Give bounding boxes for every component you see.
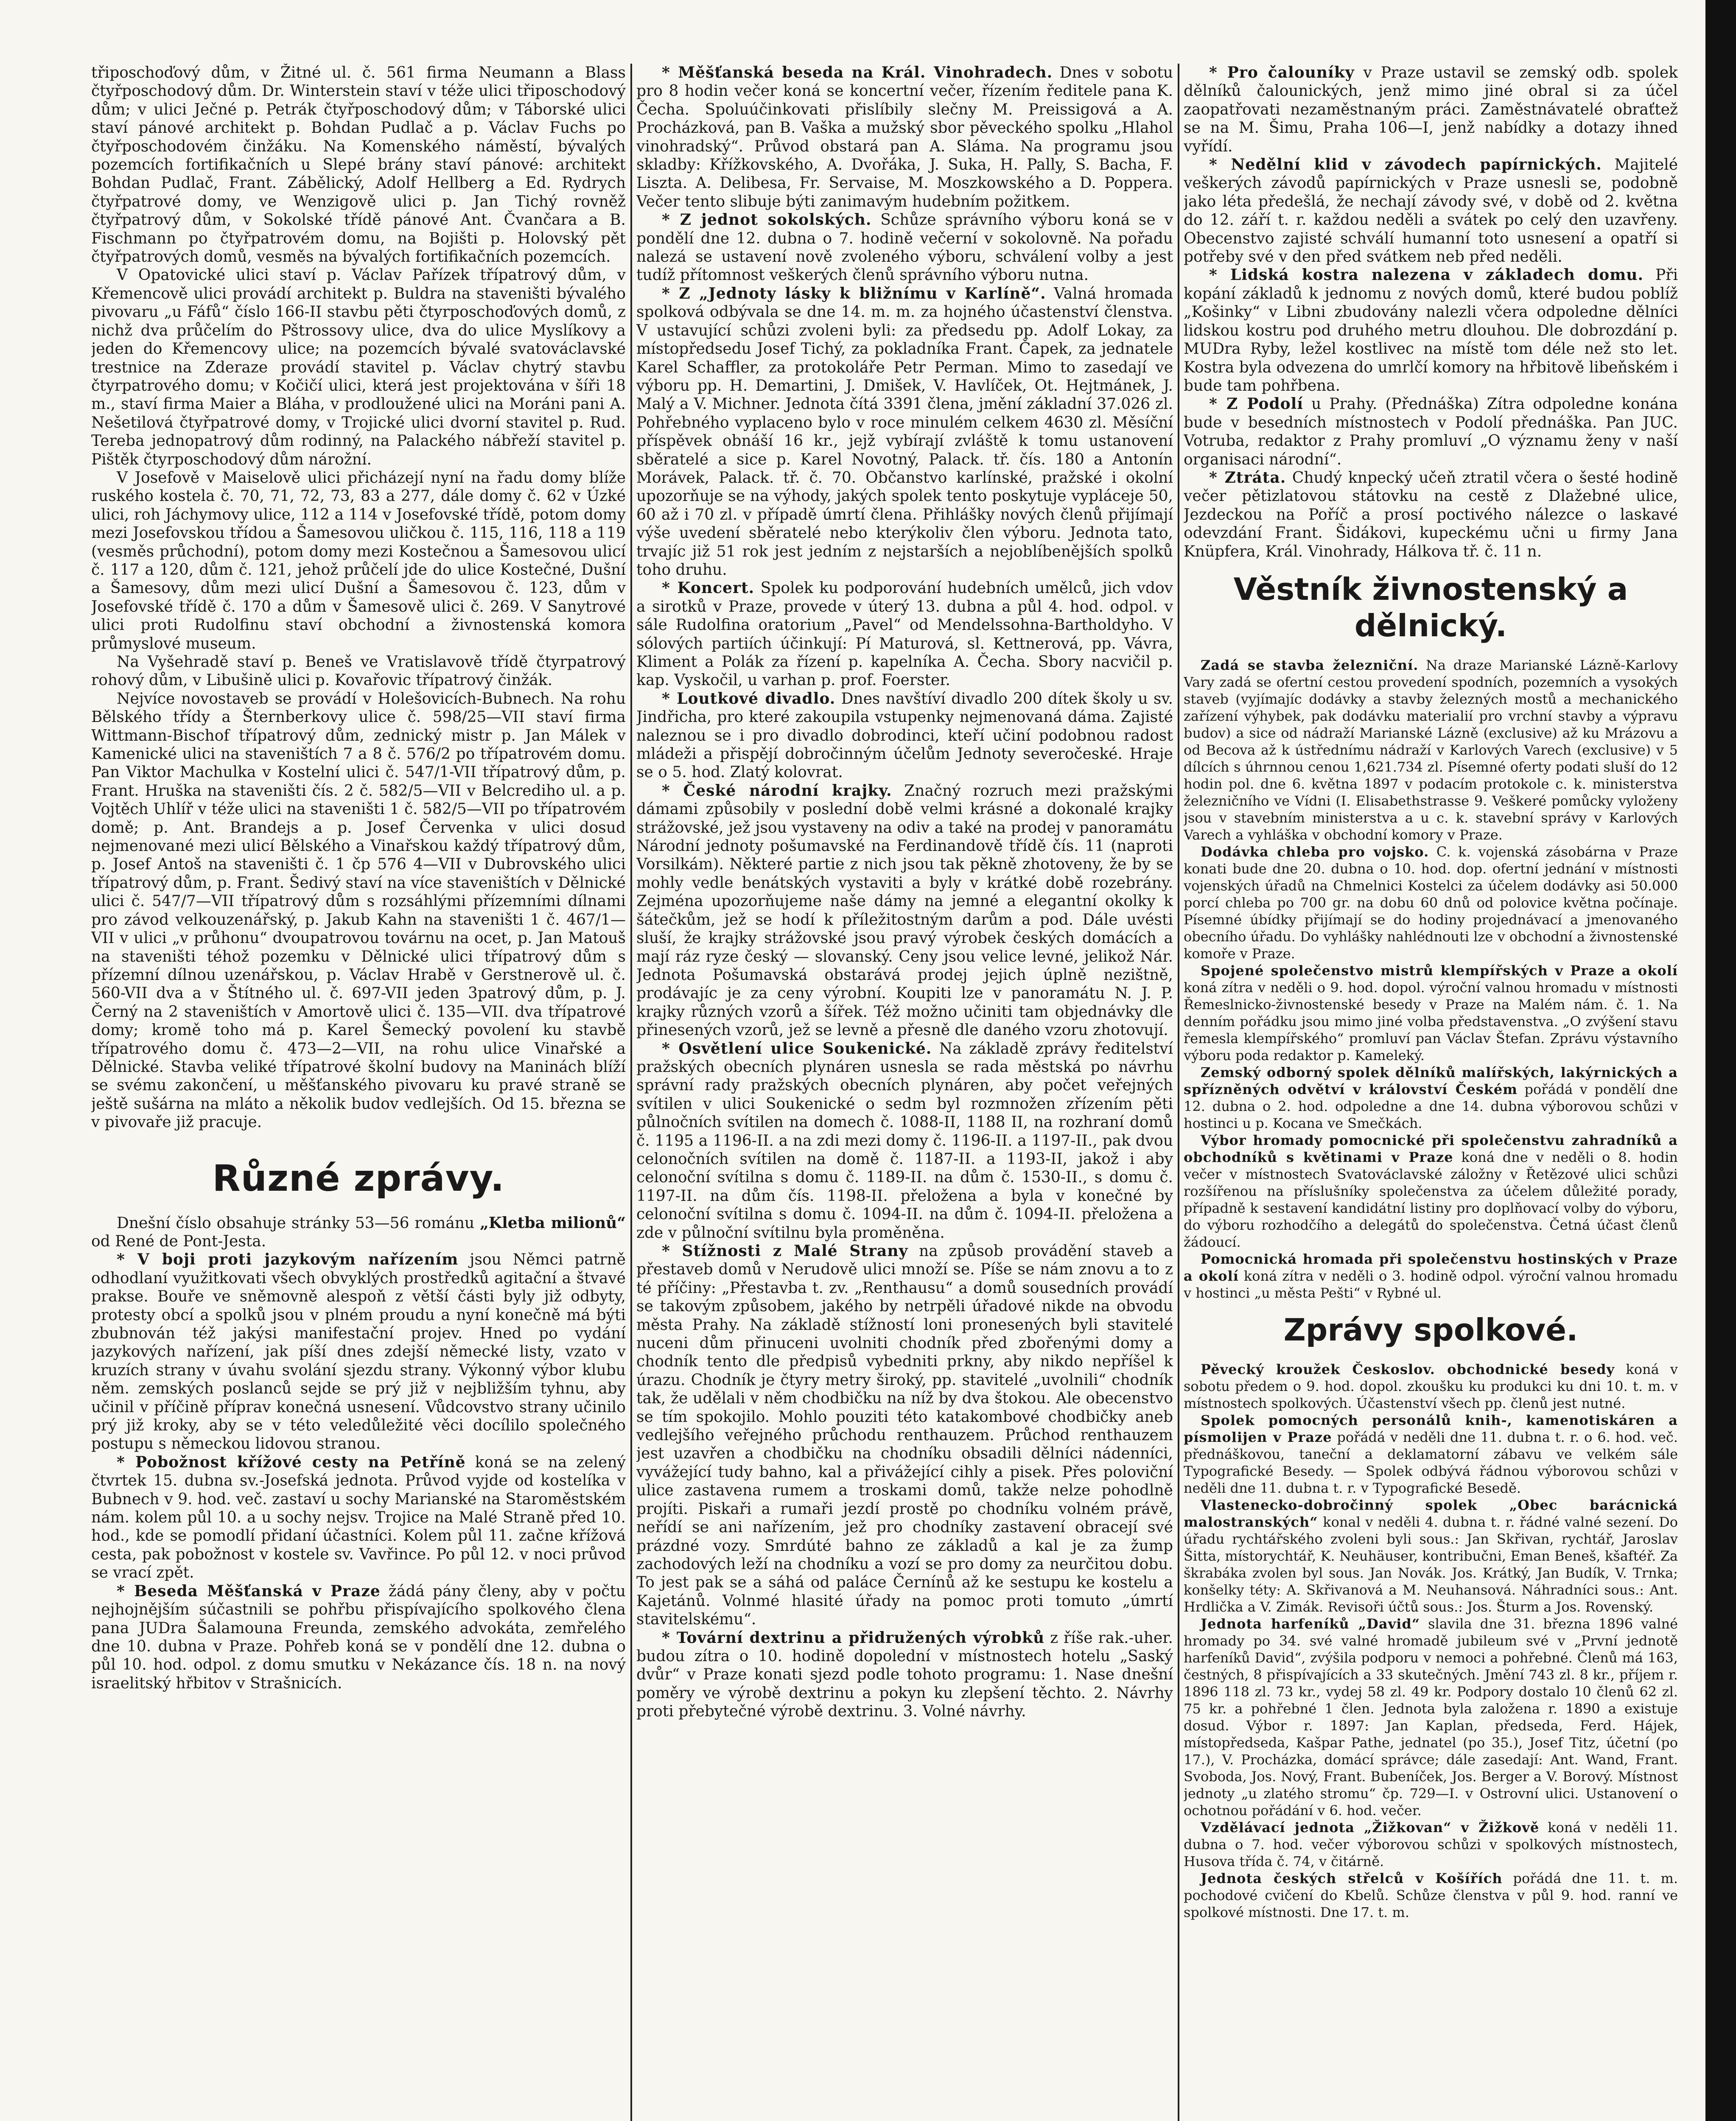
news-item-lead: * V boji proti jazykovým nařízením bbox=[117, 1251, 459, 1269]
news-item-text: Na základě zprávy ředitelství pražských obecních plynáren usnesla se rada městská po návrhu správní rady pražských obecních plynáren, aby počet veřejných svítilen v ulici Soukenické o sedm byl rozmnožen zřízením pěti půlnočních svítilen na domech č. 1088-II, 1188 II, na rozhraní domů č. 1195 a 1196-II. a na zdi mezi domy č. 1196-II. a 1197-II., pak dvou celonočních svítilen na domě č. 1187-II. a 1193-II, jakož i aby celonoční svítilna s domu č. 1189-II. na dům č. 1530-II., s domu č. 1197-II. na dům čís. 1198-II. přeložena a byla v konečné by celonoční svítilna s domu č. 1094-II. na dům č. 1094-II. přeložena a zde v půlnoční svítilnu byla proměněna. bbox=[636, 1040, 1173, 1242]
article-paragraph: Nejvíce novostaveb se provádí v Holešovicích-Bubnech. Na rohu Bělského třídy a Šternberkovy ulice č. 598/25—VII staví firma Wittmann-Bischof třípatrový dům, zednický mistr p. Jan Málek v Kamenické ulici na staveništích 7 a 8 č. 576/2 po třípatrovém domu. Pan Viktor Machulka v Kostelní ulici č. 547/1-VII třípatrový dům, p. Frant. Hruška na staveništi čís. 2 č. 582/5—VII v Belcrediho ul. a p. Vojtěch Uhlíř v téže ulici na staveništi 1 č. 582/5—VII po třípatrovém domě; p. Ant. Brandejs a p. Josef Červenka v ulici dosud nejmenované mezi ulicí Bělského a Vinařskou každý třípatrový dům, p. Josef Antoš na staveništi č. 1 čp 576 4—VII v Dubrovského ulici třípatrový dům, p. Frant. Šedivý staví na více staveništích v Dělnické ulici č. 547/7—VII třípatrový dům s rozsáhlými přízemními dílnami pro závod velkouzenářský, p. Jakub Kahn na staveništi 1 č. 467/1—VII v ulici „v průhonu“ dvoupatrovou továrnu na ocet, p. Jan Matouš na staveništi téhož pozemku v Dělnické ulici třípatrový dům s přízemní dílnou uzenářskou, p. Václav Hrabě v Gerstnerově ul. č. 560-VII dva a v Štítného ul. č. 697-VII jeden 3patrový dům, p. J. Černý na 2 staveništích v Amortově ulici č. 135—VII. dva třípatrové domy; kromě toho má p. Karel Šemecký povolení ku stavbě třípatrového domu č. 473—2—VII, na rohu ulice Vinařské a Dělnické. Stavba veliké třípatrové školní budovy na Maninách blíží se svému zakončení, u měšťanského pivovaru ku pravé straně se ještě sušárna na mláto a několik budov vedlejších. Od 15. března se v pivovaře již pracuje. bbox=[91, 690, 626, 1131]
news-item bbox=[1184, 266, 1678, 395]
news-item-lead: * Tovární dextrinu a přidružených výrobků bbox=[662, 1629, 1045, 1647]
section-heading-vestnik: Věstník živnostenský a dělnický. bbox=[1233, 571, 1628, 644]
club-item-lead: Jednota českých střelců v Košířích bbox=[1201, 1870, 1503, 1886]
section-heading-ruzne-zpravy: Různé zprávy. bbox=[212, 1157, 505, 1200]
news-item-text: v Praze ustavil se zemský odb. spolek dělníků čalounických, jenž mimo jiné obral si za účel zaopatřovati nezaměstnaným práci. Zaměstnávatelé obraťtež se na M. Šimu, Praha 106—I, jenž nabídky a dotazy ihned vyřídí. bbox=[1184, 64, 1678, 155]
club-item-text: pořádá dne 11. t. m. pochodové cvičení do Kbelů. Schůze členstva v půl 9. hod. ranní ve spolkové místnosti. Dne 17. t. m. bbox=[1184, 1870, 1678, 1920]
news-item-lead: * Z „Jednoty lásky k bližnímu v Karlíně“. bbox=[662, 284, 1046, 302]
serial-notice bbox=[91, 1214, 626, 1251]
news-item-lead: * Osvětlení ulice Soukenické. bbox=[662, 1039, 932, 1058]
serial-notice-suffix: od René de Pont-Jesta. bbox=[91, 1232, 266, 1250]
news-item-lead: * Pro čalouníky bbox=[1209, 64, 1355, 81]
news-item-text: Při kopání základů k jednomu z nových domů, které budou poblíž „Košinky“ v Libni zbudovány nalezli včera odpoledne dělníci lidskou kostru pod druhého metru dlouhou. Dle dobrozdání p. MUDra Ryby, ležel kostlivec na místě tom déle než sto let. Kostra byla odvezena do umrlčí komory na hřbitově libeňském i bude tam pohřbena. bbox=[1184, 266, 1678, 395]
trade-item-lead: Pomocnická hromada při společenstvu hostinských v Praze a okolí bbox=[1184, 1251, 1678, 1284]
article-paragraph: třiposchoďový dům, v Žitné ul. č. 561 firma Neumann a Blass čtyřposchodový dům. Dr. Winterstein staví v téže ulici třiposchodový dům; v ulici Ječné p. Petrák čtyřposchodový dům; v Táborské ulici staví pánové architekt p. Bohdan Pudlač a p. Václav Fuchs po čtyřposchodovém činžáku. Na Komenského náměstí, bývalých pozemcích fortifikačních u Slepé brány staví pánové: architekt Bohdan Pudlač, Frant. Zábělický, Adolf Hellberg a Ed. Rydrych čtyřpatrové domy, ve Wenzigově ulici p. Jan Tichý rovněž čtyřpatrový dům, v Sokolské třídě pánové Ant. Čvančara a B. Fischmann po čtyřpatrovém domu, na Bojišti p. Holovský pět čtyřpatrových domů, vesměs na bývalých fortifikačních pozemcích. bbox=[91, 64, 626, 266]
news-item-lead: * Měšťanská beseda na Král. Vinohradech. bbox=[662, 64, 1053, 81]
news-item bbox=[636, 1040, 1173, 1242]
column-rule-2 bbox=[1178, 64, 1179, 2121]
article-paragraph: V Opatovické ulici staví p. Václav Pařízek třípatrový dům, v Křemencově ulici provádí architekt p. Buldra na staveništi bývalého pivovaru „u Fáfů“ číslo 166-II stavbu pěti čtyrposchoďových domů, z nichž dva průčelím do Pštrossovy ulice, dva do ulice Myslíkovy a jeden do Křemencovy ulice; na pozemcích bývalé svatováclavské trestnice na Zderaze provádí stavitel p. Václav chytrý stavbu čtyrpatrového domu; v Kočičí ulici, která jest projektována v šíři 18 m., staví firma Maier a Bláha, v prodloužené ulici na Moráni pani A. Nešetilová čtyřpatrové domy, v Trojické ulici dvorní stavitel p. Rud. Tereba jednopatrový dům rodinný, na Palackého nábřeží stavitel p. Pištěk čtyrposchodový dům nárožní. bbox=[91, 266, 626, 468]
news-item bbox=[636, 64, 1173, 211]
news-item bbox=[636, 1242, 1173, 1629]
news-item-lead: * Lidská kostra nalezena v základech domu. bbox=[1209, 266, 1644, 284]
news-item bbox=[636, 285, 1173, 579]
news-item-lead: * Koncert. bbox=[662, 579, 755, 597]
news-item-text: z říše rak.-uher. budou zítra o 10. hodině dopolední v místnostech hotelu „Saský dvůr“ v Praze konati sjezd podle tohoto programu: 1. Nase dnešní poměry ve výrobě dextrinu a pokyn ku zlepšení těchto. 2. Návrhy proti přebytečné výrobě dextrinu. 3. Volné návrhy. bbox=[636, 1629, 1173, 1721]
news-item-text: Dnes navštíví divadlo 200 dítek školy u sv. Jindřicha, pro které zakoupila vstupenky nejmenovaná dáma. Zajisté naleznou se i pro divadlo dobrodinci, kteří učiní podobnou radost mládeži a přispějí dobročinným účelům Jednoty severočeské. Hraje se o 5. hod. Zlatý kolovrat. bbox=[636, 690, 1173, 781]
news-item-lead: * Ztráta. bbox=[1209, 468, 1286, 487]
news-item bbox=[1184, 64, 1678, 156]
trade-item-lead: Dodávka chleba pro vojsko. bbox=[1201, 843, 1429, 860]
scan-edge-bar bbox=[1705, 0, 1736, 2121]
news-item-lead: * Beseda Měšťanská v Praze bbox=[117, 1582, 381, 1600]
club-item-text: konal v neděli 4. dubna t. r. řádné valné sezení. Do úřadu rychtářského zvoleni byli sous.: Jan Skřivan, rychtář, Jaroslav Šitta, místorychtář, K. Neuhäuser, kontribučni, Eman Beneš, kšaftéř. Za škrabáka zvolen byl sous. Jan Novák. Jos. Krátký, Jan Budík, V. Trnka; konšelky téty: A. Skřivanová a M. Neuhansová. Náhradníci sous.: Ant. Hrdlička a V. Zimák. Revisoři účtů sous.: Jos. Šturm a Jos. Rovenský. bbox=[1184, 1514, 1678, 1615]
trade-item-lead: Spojené společenstvo mistrů klempířských v Praze a okolí bbox=[1201, 962, 1678, 979]
club-item-text: slavila dne 31. března 1896 valné hromady po 34. své valné hromadě jubileum své v „První jednotě harfeníků David“, zvýšila podporu v nemoci a pohřebné. Členů má 163, čestných, 8 přispívajících a 33 skutečných. Jmění 743 zl. 8 kr., příjem r. 1896 118 zl. 73 kr., vydej 58 zl. 49 kr. Podpory dostalo 10 členů 62 zl. 75 kr. a pohřebné 1 člen. Jednota byla založena r. 1890 a existuje dosud. Výbor r. 1897: Jan Kaplan, předseda, Ferd. Hájek, místopředseda, Kašpar Pathe, jednatel (po 35.), Josef Titz, účetní (po 17.), V. Procházka, domácí správce; dále zasedají: Ant. Wand, Frant. Svoboda, Jos. Nový, Frant. Bubeníček, Jos. Berger a V. Borový. Místnost jednoty „u zlatého stromu“ čp. 729—I. v Ostrovní ulici. Ustanovení o ochotnou pořádání v 6. hod. večer. bbox=[1184, 1615, 1678, 1819]
news-item-text: Spolek ku podporování hudebních umělců, jich vdov a sirotků v Praze, provede v úterý 13. dubna a půl 4. hod. odpol. v sále Rudolfina oratorium „Pavel“ od Mendelssohna-Bartholdyho. V sólových partiích účinkují: Pí Maturová, sl. Kettnerová, pp. Vávra, Kliment a Polák za řízení p. kapelníka A. Čecha. Sbory nacvičil p. kap. Vyskočil, u varhan p. prof. Foerster. bbox=[636, 579, 1173, 689]
news-item bbox=[91, 1453, 626, 1582]
club-item-text: koná v neděli 11. dubna o 7. hod. večer výborovou schůzi v spolkových místnostech, Husova třída č. 74, v čitárně. bbox=[1184, 1819, 1678, 1869]
trade-item-text: Na draze Marianské Lázně-Karlovy Vary zadá se ofertní cestou provedení spodních, pozemních a vysokých staveb (vyjímajíc dodávky a stavby železných mostů a mechanického zařízení výhybek, pak dodávku materialií pro vrchní stavby a výpravu budov) a sice od nádraží Marianské Lázně (exclusive) až ku Mrázovu a od Becova až k ústřednímu nádraží v Karlových Varech (exclusive) v 5 dílcích s úhrnnou cenou 1,621.734 zl. Písemné oferty podati sluší do 12 hodin pol. dne 6. května 1897 v podacím protokole c. k. ministerstva železničního ve Vídni (I. Elisabethstrasse 9. Veškeré pomůcky vyloženy jsou v stavebním ministerstva a u c. k. stavební správy v Karlových Varech a vyhláška v obchodní komory v Praze. bbox=[1184, 657, 1678, 843]
news-item-lead: * Loutkové divadlo. bbox=[662, 689, 836, 708]
trade-item bbox=[1184, 1064, 1678, 1132]
club-item-lead: Vlastenecko-dobročinný spolek „Obec barácnická malostranských“ bbox=[1184, 1497, 1678, 1530]
news-item bbox=[636, 782, 1173, 1040]
news-item-lead: * Nedělní klid v závodech papírnických. bbox=[1209, 156, 1602, 174]
trade-item-text: koná zítra v neděli o 9. hod. dopol. výroční valnou hromadu v místnosti Řemeslnicko-živnostenské besedy v Praze na Malém nám. č. 1. Na denním pořádku jsou mimo jiné volba představenstva. „O zvýšení stavu řemesla klempířského“ promluví pan Václav Štefan. Zprávu výstavního výboru poda redaktor p. Kameleký. bbox=[1184, 979, 1678, 1063]
section-heading-zpravy-spolkove: Zprávy spolkové. bbox=[1283, 1312, 1578, 1348]
news-item-text: žádá pány členy, aby v počtu nejhojnějším súčastnili se pohřbu přispívajícího spolkového člena pana JUDra Šalamouna Freunda, zemského advokáta, zemřelého dne 10. dubna v Praze. Pohřeb koná se v pondělí dne 12. dubna o půl 10. hod. odpol. z domu smutku v Nekázance čís. 18 n. na nový israelitský hřbitov v Strašnicích. bbox=[91, 1582, 626, 1692]
club-item-lead: Spolek pomocných personálů knih-, kamenotiskáren a písmolijen v Praze bbox=[1184, 1412, 1678, 1445]
article-paragraph: V Josefově v Maiselově ulici přicházejí nyní na řadu domy blíže ruského kostela č. 70, 71, 72, 73, 83 a 277, dále domy č. 62 v Úzké ulici, roh Jáchymovy ulice, 112 a 114 v Josefovské třídě, potom domy mezi Josefovskou třídou a Šamesovou uličkou č. 115, 116, 118 a 119 (vesměs průchodní), potom domy mezi Kostečnou a Šamesovou ulicí č. 117 a 120, dům č. 121, jehož průčelí jde do ulice Kostečné, Dušní a Šamesovy, dům mezi ulicí Dušní a Šamesovou č. 123, dům v Josefovské třídě č. 170 a dům v Šamesově ulici č. 269. V Sanytrové ulici proti Rudolfinu staví obchodní a živnostenská komora průmyslové museum. bbox=[91, 469, 626, 652]
club-notices bbox=[1184, 1361, 1678, 1921]
news-item bbox=[636, 690, 1173, 782]
club-item-lead: Jednota harfeníků „David“ bbox=[1201, 1615, 1420, 1632]
club-item-text: pořádá v neděli dne 11. dubna t. r. o 6. hod. več. přednáškovou, taneční a deklamatorní zábavu ve velkém sále Typografické Besedy. — Spolek odbývá řádnou výborovou schůzi v neděli dne 11. dubna t. r. v Typografické Besedě. bbox=[1184, 1429, 1678, 1496]
news-item-lead: * České národní krajky. bbox=[662, 781, 892, 800]
news-item bbox=[636, 211, 1173, 285]
trade-item-lead: Zadá se stavba železniční. bbox=[1201, 657, 1419, 673]
news-item-text: jsou Němci patrně odhodlaní využitkovati všech obvyklých prostředků agitační a štvavé prakse. Bouře ve sněmovně alespoň z větší části byly již odbyty, protesty obcí a spolků jsou v plném proudu a nyní konečně má býti zbubnován též jakýsi manifestační projev. Hned po vydání jazykových nařízení, jak píší dnes zdejší německé listy, vzato v kruzích strany v úvahu svolání sjezdu strany. Výkonný výbor klubu něm. zemských poslanců sejde se prý již v nejbližším tyhnu, aby učinil v příčině příprav konečná usnesení. Vůdcovstvo strany učinilo prý již kroky, aby se v této veledůležité věci docílilo společného postupu s německou lidovou stranou. bbox=[91, 1251, 626, 1453]
news-item-text: Značný rozruch mezi pražskými dámami způsobily v poslední době velmi krásné a dokonalé krajky strážovské, jež jsou vystaveny na odiv a také na prodej v panoramátu Národní jednoty pošumavské na Ferdinandově třídě čís. 11 (naproti Vorsilkám). Některé partie z nich jsou tak pěkně zhotoveny, že by se mohly vedle benátských vystaviti a byly v krátké době rozebrány. Zejména upozorňujeme naše dámy na jemné a elegantní okolky k šátečkům, jež se hodí k příležitostným darům a pod. Dále uvésti sluší, že krajky strážovské jsou pravý výrobek českých domácích a mají ráz ryze český — slovanský. Ceny jsou velice levné, jelikož Nár. Jednota Pošumavská obstarává prodej jejich úplně nezištně, prodávajíc je za ceny výrobní. Koupiti lze v panoramátu N. J. P. krajky různých vzorů a šířek. Též možno učiniti tam objednávky dle přinesených vzorů, jež se levně a přesně dle daného vzoru zhotovují. bbox=[636, 782, 1173, 1039]
news-item-lead: * Z Podolí bbox=[1209, 395, 1304, 413]
news-item bbox=[1184, 469, 1678, 561]
trade-item-text: koná dne v neděli o 8. hodin večer v místnostech Svatováclavské záložny v Řetězové ulici schůzi rozšířenou na příslušníky společenstva za účelem důležité porady, případně k sestavení kandidátní listiny pro doplňovací volby do výboru, do výboru rozhodčího a delegátů do společenstva. Četná účast členů žádoucí. bbox=[1184, 1149, 1678, 1250]
column-left bbox=[91, 64, 626, 2121]
column-rule-1 bbox=[630, 64, 632, 2121]
news-item bbox=[91, 1251, 626, 1453]
trade-item-text: koná zítra v neděli o 3. hodině odpol. výroční valnou hromadu v hostinci „u města Pešti“ v Rybné ul. bbox=[1184, 1268, 1678, 1301]
article-paragraph: Na Vyšehradě staví p. Beneš ve Vratislavově třídě čtyrpatrový rohový dům, v Libušině ulici p. Kovařovic třípatrový činžák. bbox=[91, 653, 626, 689]
club-item bbox=[1184, 1412, 1678, 1497]
news-item-text: koná se na zelený čtvrtek 15. dubna sv.-Josefská jednota. Průvod vyjde od kostelíka v Bubnech v 9. hod. več. zastaví u sochy Marianské na Staroměstském nám. kolem půl 10. a u sochy nejsv. Trojice na Malé Straně před 10. hod., kde se pomodlí přidaní účastníci. Kolem půl 11. začne křížová cesta, pak pobožnost v kostele sv. Vavřince. Po půl 12. v noci průvod se vrací zpět. bbox=[91, 1453, 626, 1582]
news-item-text: Chudý knpecký učeň ztratil včera o šesté hodině večer pětizlatovou státovku na cestě z Dlažebné ulice, Jezdeckou na Poříč a prosí poctivého nálezce o laskavé odevzdání Frant. Šidákovi, kupeckému učni u firmy Jana Knüpfera, Král. Vinohrady, Hálkova tř. č. 11 n. bbox=[1184, 469, 1678, 560]
trade-notices bbox=[1184, 657, 1678, 1301]
news-item bbox=[1184, 156, 1678, 266]
news-item-text: Schůze správního výboru koná se v pondělí dne 12. dubna o 7. hodině večerní v sokolovně. Na pořadu nalezá se ustavení nově zvoleného výboru, schválení volby a jest tudíž přítomnost veškerých členů správního výboru nutna. bbox=[636, 211, 1173, 284]
news-item-text: na způsob provádění staveb a přestaveb domů v Nerudově ulici množí se. Píše se nám znovu a to z té příčiny: „Přestavba t. zv. „Renthausu“ a domů sousedních provádí se takovým způsobem, jakého by netrpěli úřadové nikde na obvodu města Prahy. Na základě stížností loni pronesených byli stavitelé nuceni dům přinuceni uvolniti chodník před zbořenými domy a chodník tento dle předpisů vybedniti prkny, aby nikdo nepříšel k úrazu. Chodník je čtyry metry široký, pp. stavitelé „uvolnili“ chodník tak, že udělali v něm chodbičku na níž by dva štokou. Ale obecenstvo se tím spokojilo. Mohlo pouziti této katakombové chodbičky aneb vedlejšího veřejného průchodu renthauzem. Průchod renthauzem jest uzavřen a chodbičku na chodníku obsadili dělníci nádenníci, vyvážející tudy bahno, kal a přivážející cihly a pisek. Přes poloviční ulice zastavena rumem a troskami domů, takže nelze pohodlně projíti. Piskaři a rumaři jezdí prostě po chodníku volném právě, neřídí se ani nařízením, jež pro chodníky zastavení obracejí své prázdné vozy. Smrdúté bahno ze základů a kal je za žump zachodových leží na chodníku a vozí se pro domy za neurčitou dobu. To jest pak se a sáhá od paláce Černínů až ke sestupu ke kostelu a Kajetánů. Volnmé hlasité úřady na pomoc proti tomuto „úmrtí stavitelskému“. bbox=[636, 1242, 1173, 1629]
club-item bbox=[1184, 1615, 1678, 1819]
trade-item-lead: Výbor hromady pomocnické při společenstvu zahradníků a obchodníků s květinami v Praze bbox=[1184, 1132, 1678, 1165]
news-item-lead: * Stížnosti z Malé Strany bbox=[662, 1242, 908, 1260]
club-item bbox=[1184, 1819, 1678, 1870]
trade-item bbox=[1184, 657, 1678, 843]
news-item-lead: * Pobožnost křížové cesty na Petříně bbox=[117, 1453, 466, 1471]
news-item bbox=[1184, 395, 1678, 469]
trade-item-text: C. k. vojenská zásobárna v Praze konati bude dne 20. dubna o 10. hod. dop. ofertní jednání v místnosti vojenských úřadů na Chmelnici Kostelci za účelem dodávky asi 50.000 porcí chleba po 700 gr. na dobu 60 dnů od polovice května počínaje. Písemné úbídky přijímají se do hodiny projednávací a jmenovaného obecního úřadu. Do vyhlášky nahlédnouti lze v obchodní a živnostenské komoře v Praze. bbox=[1184, 843, 1678, 962]
trade-item-lead: Zemský odborný spolek dělníků malířských, lakýrnických a spřízněných odvětví v království Českém bbox=[1184, 1064, 1678, 1097]
trade-item bbox=[1184, 1251, 1678, 1301]
column-middle bbox=[636, 64, 1173, 2121]
news-item-text: Majitelé veškerých závodů papírnických v Praze usnesli se, podobně jako léta předešlá, že nechají závody své, v době od 2. května do 12. září t. r. každou neděli a svátek po celý den uzavřeny. Obecenstvo zajisté schválí humanní toto usnesení a opatří si potřeby své v den před svátkem neb před neděli. bbox=[1184, 156, 1678, 266]
serial-notice-prefix: Dnešní číslo obsahuje stránky 53—56 románu bbox=[117, 1214, 475, 1232]
serial-notice-title: „Kletba milionů“ bbox=[480, 1214, 626, 1232]
news-item-text: Dnes v sobotu pro 8 hodin večer koná se koncertní večer, řízením ředitele pana K. Čecha. Spoluúčinkovati přislíbily slečny M. Preissigová a A. Procházková, pan B. Vaška a mužský sbor pěveckého spolku „Hlahol vinohradský“. Průvod obstará pan A. Sláma. Na programu jsou skladby: Křížkovského, A. Dvořáka, J. Suka, H. Pally, S. Bacha, F. Liszta. A. Delibesa, Fr. Servaise, M. Moszkowského a D. Poppera. Večer tento slibuje býti zanimavým hudebním požitkem. bbox=[636, 64, 1173, 210]
news-item-text: Valná hromada spolková odbývala se dne 14. m. m. za hojného účastenství členstva. V ustavující schůzi zvoleni byli: za předsedu pp. Adolf Lokay, za místopředsedu Josef Tichý, za pokladníka Frant. Čapek, za jednatele Karel Schaffler, za protokoláře Petr Perman. Mimo to zasedají ve výboru pp. H. Demartini, J. Dmišek, V. Havlíček, Ot. Hejtmánek, J. Malý a V. Michner. Jednota čítá 3391 člena, jmění základní 37.026 zl. Pohřebného vyplaceno bylo v roce minulém celkem 4630 zl. Měsíční příspěvek obnáší 16 kr., jejž vybírají zvláště k tomu ustanovení sběratelé a sice p. Karel Novotný, Palack. tř. čís. 180 a Antonín Morávek, Palack. tř. č. 70. Občanstvo karlínské, pražské i okolní upozorňuje se na výhody, jakých spolek tento poskytuje vypláceje 50, 60 až i 70 zl. v případě úmrtí člena. Přihlášky nových členů přijímají výše uvedení sběratelé nebo kterýkoliv člen výboru. Jednota tato, trvajíc již 51 rok jest jedním z nejstarších a nejoblíbenějších spolků toho druhu. bbox=[636, 285, 1173, 579]
club-item bbox=[1184, 1870, 1678, 1921]
news-item bbox=[91, 1582, 626, 1693]
column-right bbox=[1184, 64, 1678, 2121]
news-item-lead: * Z jednot sokolských. bbox=[662, 211, 872, 229]
club-item-lead: Pěvecký kroužek Českoslov. obchodnické besedy bbox=[1201, 1361, 1615, 1377]
news-item bbox=[636, 1629, 1173, 1721]
trade-item bbox=[1184, 962, 1678, 1064]
trade-item bbox=[1184, 843, 1678, 962]
club-item bbox=[1184, 1361, 1678, 1412]
trade-item-text: pořádá v pondělí dne 12. dubna o 2. hod. odpoledne a dne 14. dubna výborovou schůzi v hostinci u p. Kocana ve Smečkách. bbox=[1184, 1081, 1678, 1131]
news-item-text: u Prahy. (Přednáška) Zítra odpoledne konána bude v besedních místnostech v Podolí přednáška. Pan JUC. Votruba, redaktor z Prahy promluví „O významu ženy v naší organisaci národní“. bbox=[1184, 395, 1678, 468]
club-item-lead: Vzdělávací jednota „Žižkovan“ v Žižkově bbox=[1201, 1819, 1540, 1836]
news-item bbox=[636, 579, 1173, 689]
trade-item bbox=[1184, 1132, 1678, 1251]
club-item bbox=[1184, 1497, 1678, 1615]
club-item-text: koná v sobotu předem o 9. hod. dopol. zkoušku ku produkci ku dni 10. t. m. v místnostech spolkových. Účastenství všech pp. členů jest nutné. bbox=[1184, 1361, 1678, 1411]
